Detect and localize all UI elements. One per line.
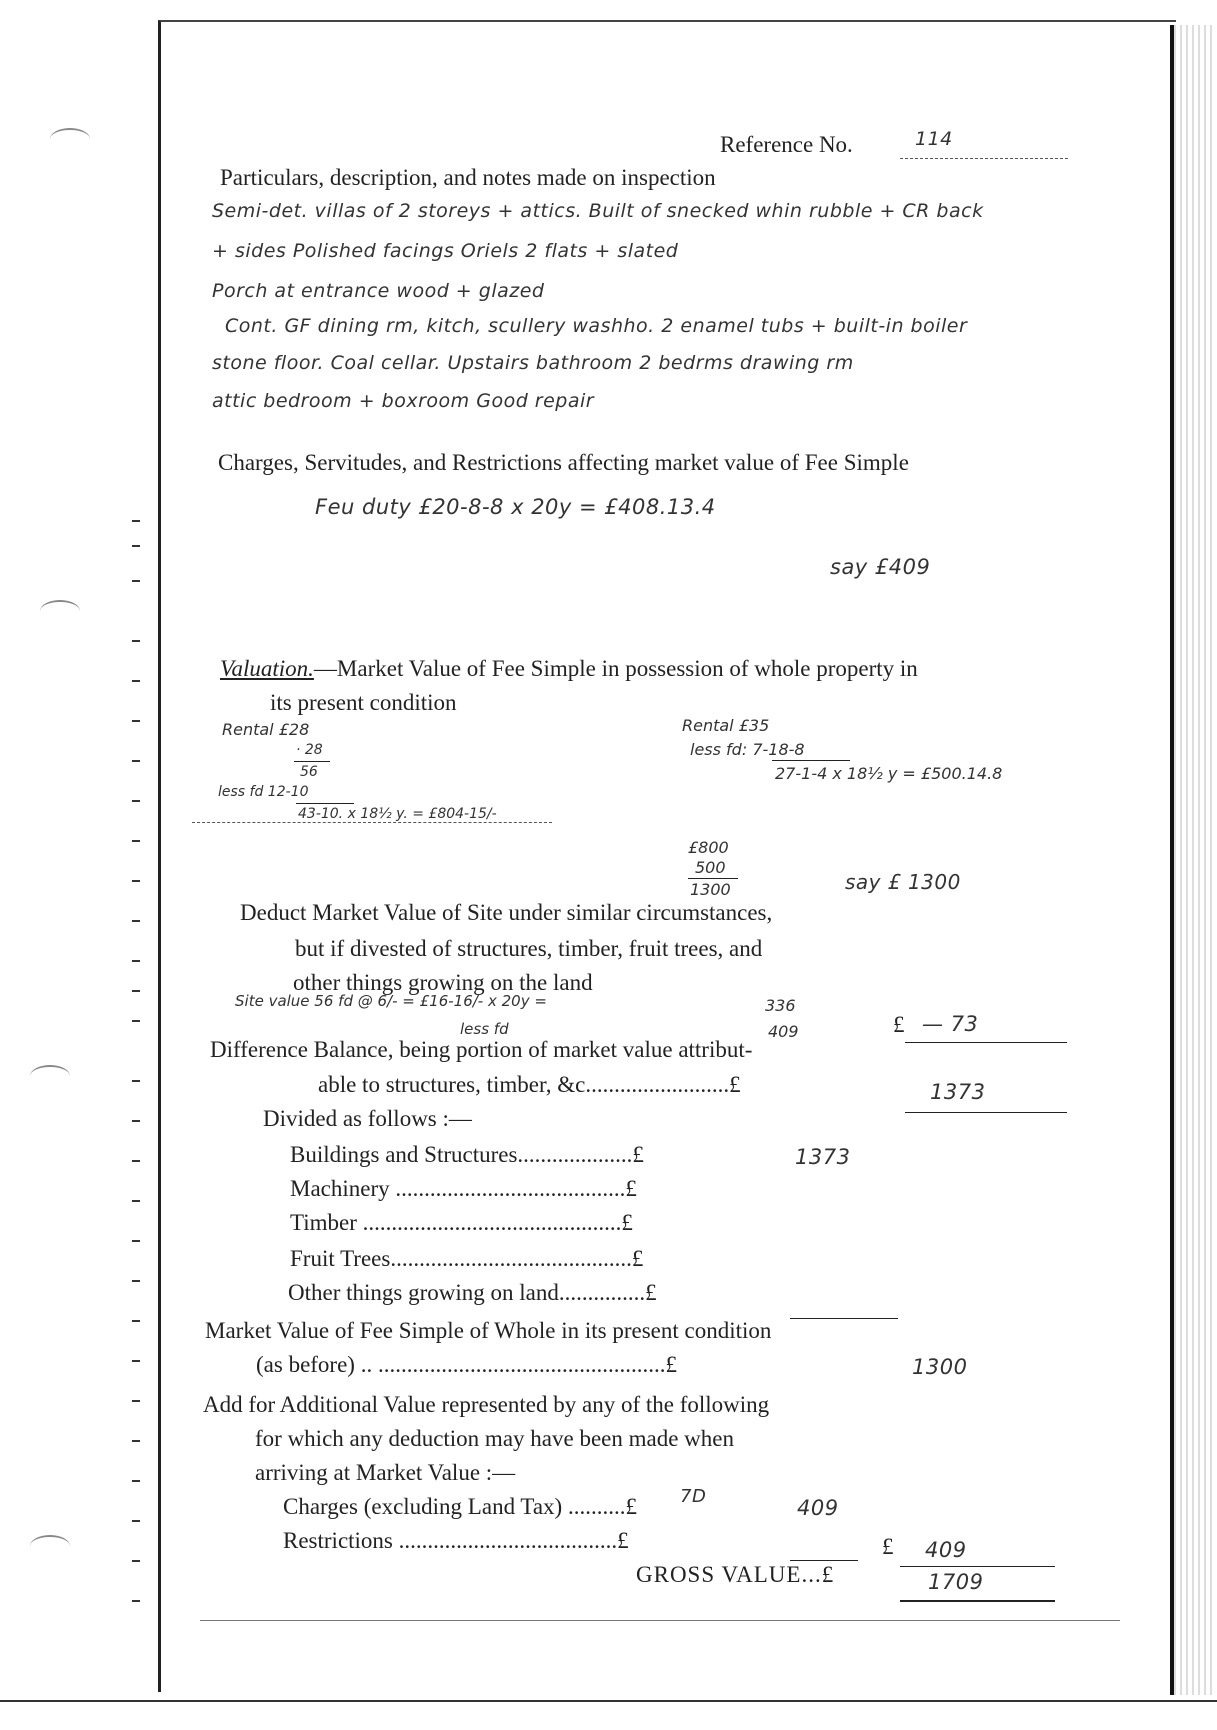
- deduct-amount: — 73: [922, 1012, 979, 1036]
- margin-tick: [132, 1480, 140, 1482]
- margin-tick: [132, 1440, 140, 1442]
- valuation-say: say £ 1300: [845, 870, 961, 894]
- margin-tick: [132, 1400, 140, 1402]
- divided-item-value: 1373: [795, 1145, 851, 1169]
- valuation-label: Valuation.: [220, 656, 314, 681]
- additional-total-value: 409: [925, 1538, 967, 1562]
- right-calc-line: less fd: 7-18-8: [690, 740, 805, 759]
- punch-hole: [30, 1065, 70, 1087]
- gross-value-label: GROSS VALUE...£: [636, 1562, 835, 1587]
- note-line: Semi-det. villas of 2 storeys + attics. Built of snecked whin rubble + CR back: [212, 200, 984, 222]
- market-whole-amount: 1300: [912, 1355, 968, 1379]
- divided-item-label: Fruit Trees..........................................£: [290, 1246, 644, 1271]
- binding-edge: [1170, 25, 1214, 1695]
- punch-hole: [30, 1535, 70, 1557]
- deduct-label: but if divested of structures, timber, fruit trees, and: [295, 936, 763, 961]
- additional-label: Add for Additional Value represented by any of the following: [203, 1392, 770, 1417]
- particulars-label: Particulars, description, and notes made on inspection: [220, 165, 716, 190]
- margin-tick: [132, 920, 140, 922]
- valuation-label-line2: its present condition: [270, 690, 457, 715]
- charges-excl-value: 409: [797, 1496, 839, 1520]
- difference-amount: 1373: [930, 1080, 986, 1104]
- reference-value: 114: [915, 128, 953, 150]
- market-whole-label: Market Value of Fee Simple of Whole in its present condition: [205, 1318, 772, 1343]
- reference-line: [900, 158, 1068, 159]
- deduct-label: Deduct Market Value of Site under similar circumstances,: [240, 900, 773, 925]
- site-value-336: 336: [765, 996, 796, 1015]
- margin-tick: [132, 720, 140, 722]
- sum-line: 1300: [690, 880, 731, 899]
- margin-tick: [132, 1280, 140, 1282]
- note-line: Cont. GF dining rm, kitch, scullery washho. 2 enamel tubs + built-in boiler: [225, 315, 968, 337]
- margin-tick: [132, 1520, 140, 1522]
- margin-tick: [132, 880, 140, 882]
- margin-tick: [132, 520, 140, 522]
- left-calc-line: 43-10. x 18½ y. = £804-15/-: [298, 806, 497, 822]
- market-whole-label: (as before) .. ..................................................£: [256, 1352, 677, 1377]
- deduct-label: other things growing on the land: [293, 970, 593, 995]
- margin-tick: [132, 1120, 140, 1122]
- margin-tick: [132, 1320, 140, 1322]
- charges-mark: 7D: [680, 1486, 707, 1507]
- deduct-currency: £: [893, 1012, 905, 1037]
- left-calc-line: Rental £28: [222, 720, 310, 739]
- margin-tick: [132, 1240, 140, 1242]
- feu-duty-say: say £409: [830, 555, 931, 579]
- reference-label: Reference No.: [720, 132, 853, 157]
- scan-bottom-edge: [0, 1700, 1217, 1702]
- note-line: + sides Polished facings Oriels 2 flats + slated: [212, 240, 679, 262]
- margin-tick: [132, 1160, 140, 1162]
- left-calc-line: · 28: [296, 742, 323, 758]
- left-calc-line: 56: [300, 764, 318, 780]
- margin-tick: [132, 840, 140, 842]
- additional-label: arriving at Market Value :—: [255, 1460, 516, 1485]
- punch-hole: [40, 600, 80, 622]
- margin-tick: [132, 990, 140, 992]
- margin-tick: [132, 800, 140, 802]
- note-line: Porch at entrance wood + glazed: [212, 280, 545, 302]
- punch-hole: [50, 128, 90, 150]
- divided-item-label: Other things growing on land...............£: [288, 1280, 657, 1305]
- divided-item-label: Machinery ........................................£: [290, 1176, 637, 1201]
- margin-tick: [132, 580, 140, 582]
- margin-tick: [132, 545, 140, 547]
- margin-tick: [132, 1360, 140, 1362]
- margin-tick: [132, 1080, 140, 1082]
- additional-label: for which any deduction may have been made when: [255, 1426, 734, 1451]
- site-value-note: Site value 56 fd @ 6/- = £16-16/- x 20y =: [235, 992, 547, 1010]
- charges-excl-label: Charges (excluding Land Tax) ..........£: [283, 1494, 637, 1519]
- margin-tick: [132, 1200, 140, 1202]
- difference-label: able to structures, timber, &c.........................£: [318, 1072, 741, 1097]
- restrictions-label: Restrictions ......................................£: [283, 1528, 629, 1553]
- margin-tick: [132, 960, 140, 962]
- margin-tick: [132, 640, 140, 642]
- additional-total-currency: £: [882, 1534, 894, 1559]
- sum-line: 500: [695, 858, 726, 877]
- divided-item-label: Timber .............................................£: [290, 1210, 633, 1235]
- divided-label: Divided as follows :—: [263, 1106, 472, 1131]
- note-line: stone floor. Coal cellar. Upstairs bathroom 2 bedrms drawing rm: [212, 352, 854, 374]
- margin-tick: [132, 760, 140, 762]
- margin-tick: [132, 1600, 140, 1602]
- gross-value-amount: 1709: [928, 1570, 984, 1594]
- site-value-less: less fd: [460, 1020, 509, 1038]
- divided-item-label: Buildings and Structures....................£: [290, 1142, 644, 1167]
- note-line: attic bedroom + boxroom Good repair: [212, 390, 595, 412]
- valuation-label-rest: —Market Value of Fee Simple in possession of whole property in: [313, 656, 918, 681]
- left-calc-line: less fd 12-10: [218, 784, 309, 800]
- sum-line: £800: [688, 838, 729, 857]
- margin-tick: [132, 1560, 140, 1562]
- right-calc-line: Rental £35: [682, 716, 770, 735]
- margin-tick: [132, 680, 140, 682]
- margin-tick: [132, 1020, 140, 1022]
- charges-label: Charges, Servitudes, and Restrictions affecting market value of Fee Simple: [218, 450, 909, 475]
- site-value-409: 409: [768, 1022, 799, 1041]
- feu-duty-note: Feu duty £20-8-8 x 20y = £408.13.4: [315, 495, 716, 519]
- right-calc-line: 27-1-4 x 18½ y = £500.14.8: [775, 764, 1003, 783]
- difference-label: Difference Balance, being portion of market value attribut-: [210, 1037, 753, 1062]
